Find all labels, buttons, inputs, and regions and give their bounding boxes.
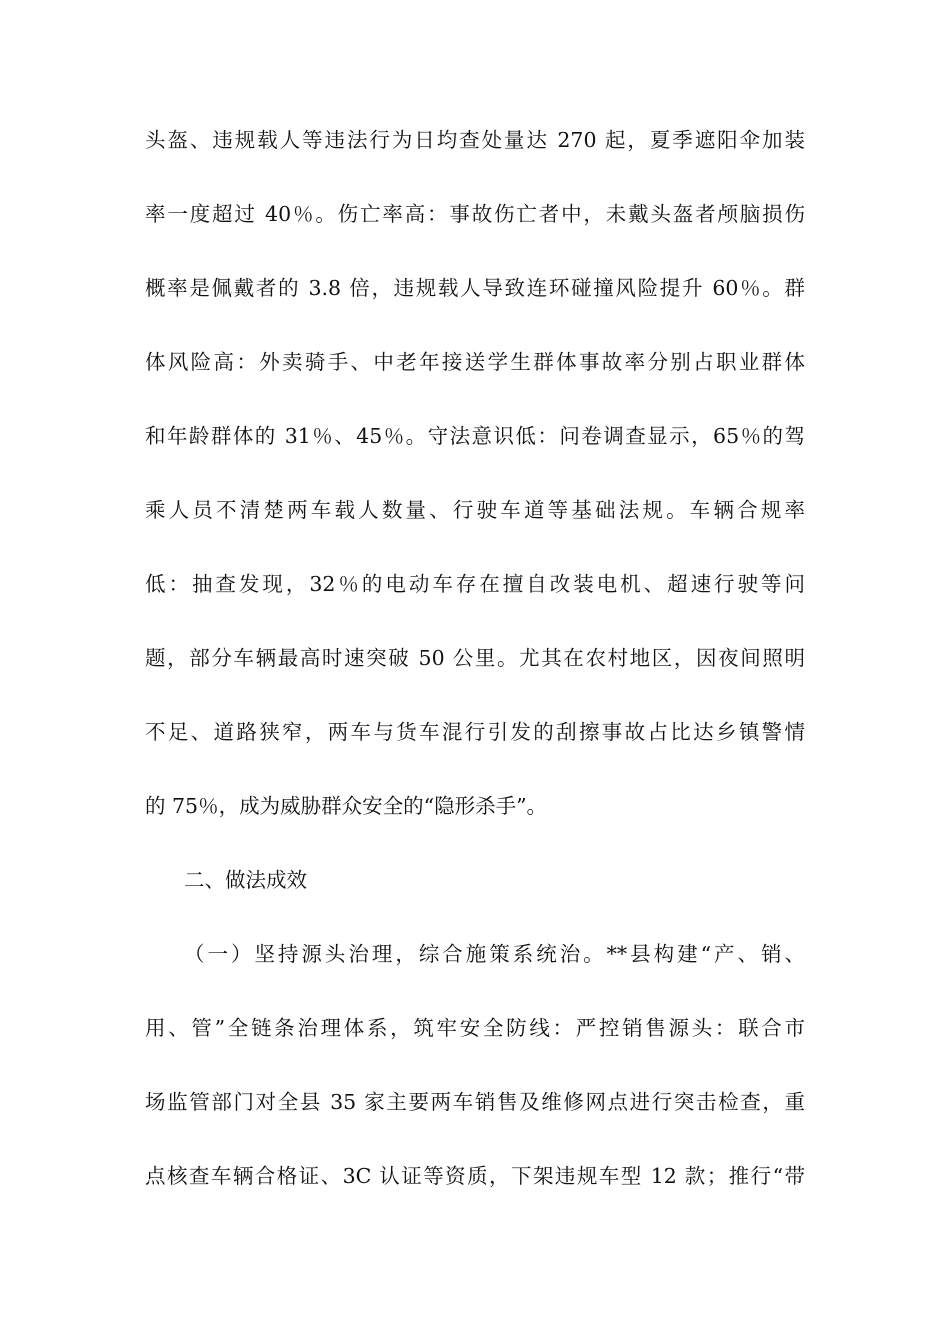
paragraph-line: 不足、道路狭窄，两车与货车混行引发的刮擦事故占比达乡镇警情 xyxy=(145,720,805,744)
paragraph-line: 头盔、违规载人等违法行为日均查处量达 270 起，夏季遮阳伞加装 xyxy=(145,128,805,152)
paragraph-line: 低：抽查发现，32％的电动车存在擅自改装电机、超速行驶等问 xyxy=(145,572,805,596)
subsection-line: （一）坚持源头治理，综合施策系统治。**县构建“产、销、 xyxy=(184,942,805,966)
paragraph-line: 的 75％，成为威胁群众安全的“隐形杀手”。 xyxy=(145,794,548,818)
paragraph-line: 和年龄群体的 31％、45％。守法意识低：问卷调查显示，65％的驾 xyxy=(145,424,805,448)
paragraph-line: 乘人员不清楚两车载人数量、行驶车道等基础法规。车辆合规率 xyxy=(145,498,805,522)
subsection-line: 点核查车辆合格证、3C 认证等资质，下架违规车型 12 款；推行“带 xyxy=(145,1164,805,1188)
paragraph-line: 题，部分车辆最高时速突破 50 公里。尤其在农村地区，因夜间照明 xyxy=(145,646,805,670)
paragraph-line: 率一度超过 40％。伤亡率高：事故伤亡者中，未戴头盔者颅脑损伤 xyxy=(145,202,805,226)
paragraph-line: 体风险高：外卖骑手、中老年接送学生群体事故率分别占职业群体 xyxy=(145,350,805,374)
section-heading: 二、做法成效 xyxy=(184,868,307,892)
paragraph-line: 概率是佩戴者的 3.8 倍，违规载人导致连环碰撞风险提升 60％。群 xyxy=(145,276,805,300)
subsection-line: 场监管部门对全县 35 家主要两车销售及维修网点进行突击检查，重 xyxy=(145,1090,805,1114)
subsection-line: 用、管”全链条治理体系，筑牢安全防线：严控销售源头：联合市 xyxy=(145,1016,805,1040)
